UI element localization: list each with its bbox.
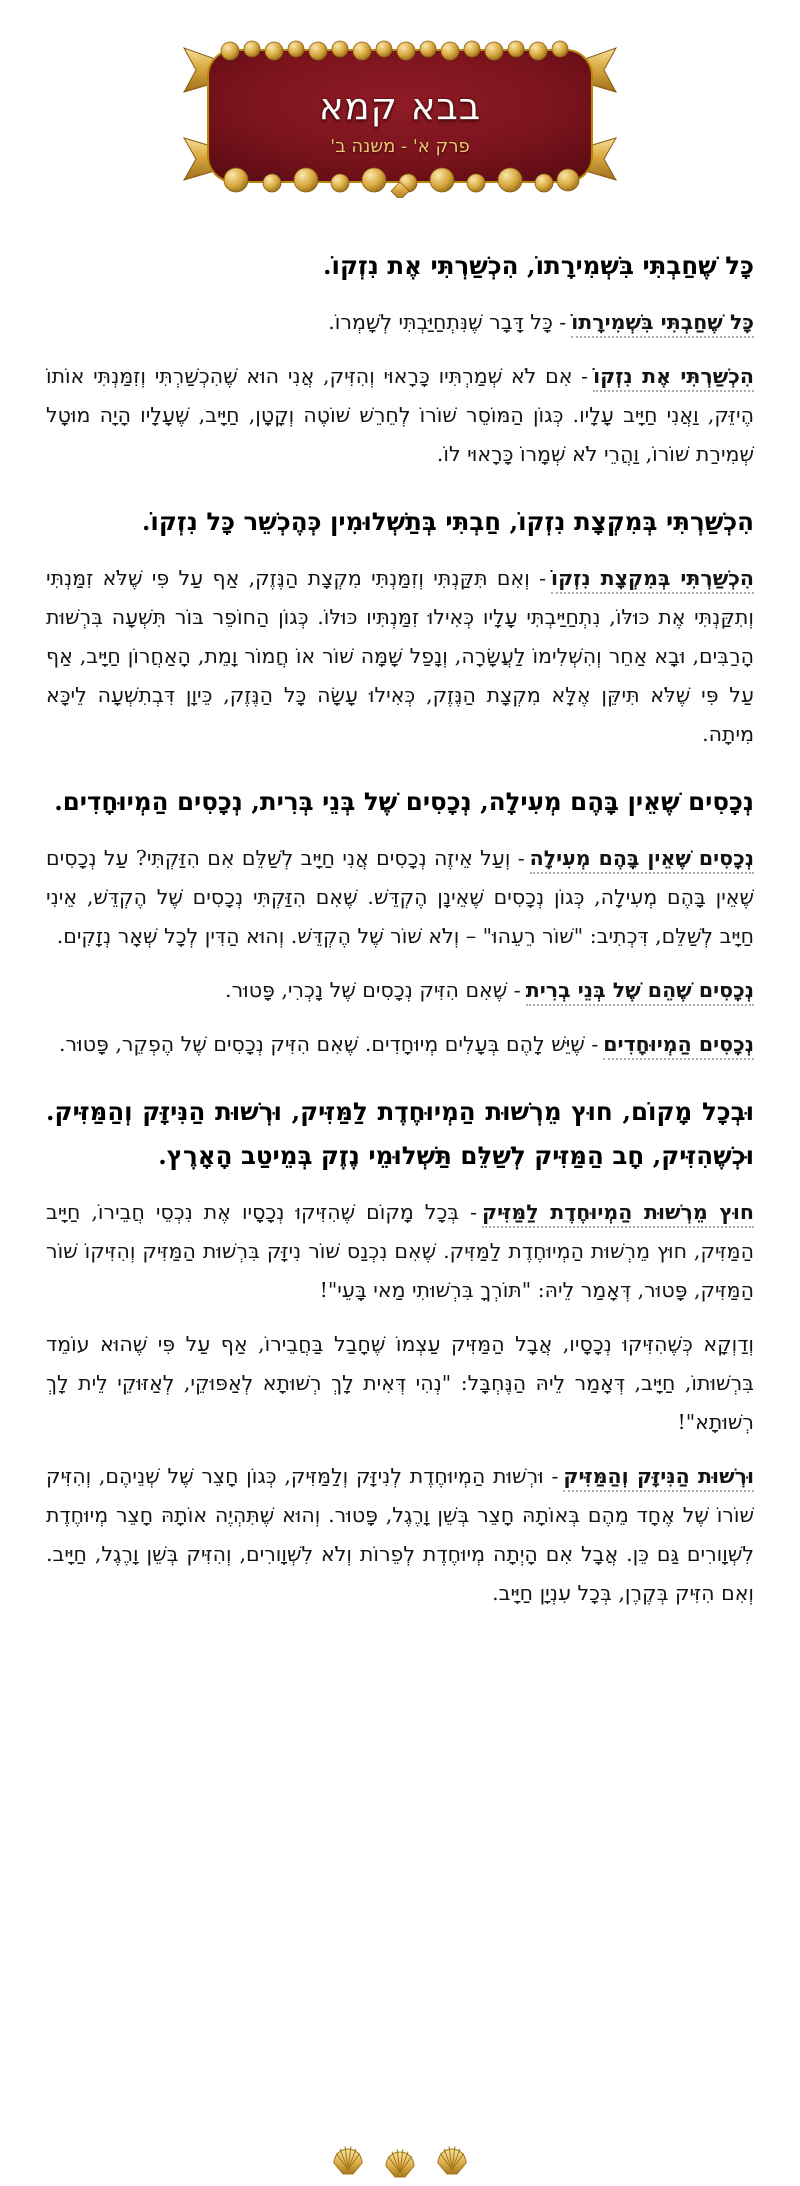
commentary-paragraph	[46, 559, 754, 754]
masechet-emblem	[180, 36, 620, 198]
commentary-paragraph	[46, 1025, 754, 1064]
commentary-body: - וּרְשׁוּת הַמְיוּחֶדֶת לְנִיזָּק וְלַמַּזִּיק, כְּגוֹן חָצֵר שֶׁל שְׁנֵיהֶם, וְהִזִּיק שׁוֹרוֹ שֶׁל אֶחָד מֵהֶם בְּאוֹתָהּ חָצֵר בְּשֵׁן וָרֶגֶל, פָּטוּר. וְהוּא שֶׁתִּהְיֶה אוֹתָהּ חָצֵר מְיוּחֶדֶת לִשְׁוָורִים גַּם כֵּן. אֲבָל אִם הָיְתָה מְיוּחֶדֶת לְפֵרוֹת וְלֹא לִשְׁוָורִים, וְהִזִּיק בְּשֵׁן וָרֶגֶל, חַיָּיב. וְאִם הִזִּיק בְּקֶרֶן, בְּכָל עִנְיָן חַיָּיב.	[46, 1464, 754, 1605]
commentary-lead-phrase: הִכְשַׁרְתִּי אֶת נִזְקוֹ	[593, 364, 754, 392]
commentary-lead-phrase: נְכָסִים שֶׁאֵין בָּהֶם מְעִילָה	[530, 846, 754, 874]
commentary-lead-phrase: הִכְשַׁרְתִּי בְּמִקְצָת נִזְקוֹ	[551, 566, 754, 594]
mishnah-text-2: הִכְשַׁרְתִּי בְּמִקְצָת נִזְקוֹ, חַבְתִּי בְּתַשְׁלוּמִין כְּהֶכְשֵׁר כָּל נִזְקוֹ.	[141, 507, 754, 536]
commentary-body: - וְעַל אֵיזֶה נְכָסִים אֲנִי חַיָּיב לְשַׁלֵּם אִם הִזַּקְתִּי? עַל נְכָסִים שֶׁאֵין בָּהֶם מְעִילָה, כְּגוֹן נְכָסִים שֶׁאֵינָן הֶקְדֵּשׁ. שֶׁאִם הִזַּקְתִּי נְכָסִים שֶׁל הֶקְדֵּשׁ, אֵינִי חַיָּיב לְשַׁלֵּם, דִּכְתִיב: "שׁוֹר רֵעֵהוּ" – וְלֹא שׁוֹר שֶׁל הֶקְדֵּשׁ. וְהוּא הַדִּין לְכָל שְׁאָר נְזָקִים.	[46, 846, 754, 948]
commentary-body: - וְאִם תִּקַּנְתִּי וְזִמַּנְתִּי מִקְצָת הַנֶּזֶק, אַף עַל פִּי שֶׁלֹּא זִמַּנְתִּי וְתִקַּנְתִּי אֶת כּוּלּוֹ, נִתְחַיַּיבְתִּי עָלָיו כְּאִילוּ זִמַּנְתִּיו כּוּלּוֹ. כְּגוֹן הַחוֹפֵר בּוֹר תִּשְׁעָה בִּרְשׁוּת הָרַבִּים, וּבָא אַחֵר וְהִשְׁלִימוֹ לַעֲשָׂרָה, וְנָפַל שָׁמָּה שׁוֹר אוֹ חֲמוֹר וָמֵת, הָאַחֲרוֹן חַיָּיב, אַף עַל פִּי שֶׁלֹּא תִּיקֵּן אֶלָּא מִקְצָת הַנֶּזֶק, כְּאִילוּ עָשָׂה כָּל הַנֶּזֶק, כֵּיוָן דִּבְתִשְׁעָה לֵיכָּא מִיתָה.	[46, 566, 754, 746]
commentary-lead-phrase: נְכָסִים שֶׁהֵם שֶׁל בְּנֵי בְרִית	[526, 978, 754, 1006]
perek-mishnah-subtitle: פרק א' - משנה ב'	[330, 136, 470, 158]
commentary-lead-phrase: כָּל שֶׁחַבְתִּי בִּשְׁמִירָתוֹ	[571, 310, 754, 338]
mishnah-content	[0, 244, 800, 1613]
masechet-title: בבא קמא	[318, 84, 482, 128]
commentary-paragraph	[46, 1457, 754, 1613]
shells-icon	[320, 2140, 480, 2180]
commentary-paragraph	[46, 357, 754, 474]
mishnah-text-4: וּבְכָל מָקוֹם, חוּץ מֵרְשׁוּת הַמְיוּחֶדֶת לַמַּזִּיק, וּרְשׁוּת הַנִּיזָּק וְהַמַּזִּיק. וּכְשֶׁהִזִּיק, חָב הַמַּזִּיק לְשַׁלֵּם תַּשְׁלוּמֵי נֶזֶק בְּמֵיטַב הָאָרֶץ.	[46, 1097, 754, 1170]
mishnah-text-1: כָּל שֶׁחַבְתִּי בִּשְׁמִירָתוֹ, הִכְשַׁרְתִּי אֶת נִזְקוֹ.	[323, 251, 754, 280]
commentary-paragraph	[46, 1325, 754, 1442]
commentary-body: - כָּל דָּבָר שֶׁנִּתְחַיַּבְתִּי לְשָׁמְרוֹ.	[328, 310, 567, 334]
commentary-body: - שֶׁאִם הִזִּיק נְכָסִים שֶׁל נָכְרִי, פָּטוּר.	[225, 978, 521, 1002]
emblem-ribbon-graphic	[180, 36, 620, 198]
commentary-paragraph	[46, 1193, 754, 1310]
footer-ornament	[0, 2140, 800, 2180]
mishnah-page	[0, 36, 800, 2186]
commentary-paragraph	[46, 971, 754, 1010]
commentary-paragraph	[46, 303, 754, 342]
commentary-body: - שֶׁיֵּשׁ לָהֶם בְּעָלִים מְיוּחָדִים. שֶׁאִם הִזִּיק נְכָסִים שֶׁל הֶפְקֵר, פָּטוּר.	[59, 1032, 599, 1056]
commentary-body: - בְּכָל מָקוֹם שֶׁהִזִּיקוּ נְכָסָיו אֶת נִכְסֵי חֲבֵירוֹ, חַיָּיב הַמַּזִּיק, חוּץ מֵרְשׁוּת הַמְיוּחֶדֶת לַמַּזִּיק. שֶׁאִם נִכְנַס שׁוֹר נִיזָּק בִּרְשׁוּת הַמַּזִּיק וְהִזִּיקוֹ שׁוֹר הַמַּזִּיק, פָּטוּר, דְּאָמַר לֵיהּ: "תּוֹרְךָ בִּרְשׁוּתִי מַאי בָּעֵי"!	[46, 1200, 754, 1302]
commentary-body: וְדַוְקָא כְּשֶׁהִזִּיקוּ נְכָסָיו, אֲבָל הַמַּזִּיק עַצְמוֹ שֶׁחָבַל בַּחֲבֵירוֹ, אַף עַל פִּי שֶׁהוּא עוֹמֵד בִּרְשׁוּתוֹ, חַיָּיב, דְּאָמַר לֵיהּ הַנֶּחְבָּל: "נְהִי דְּאִית לָךְ רְשׁוּתָא לְאַפּוּקֵי, לְאַזּוּקֵי לֵית לָךְ רְשׁוּתָא"!	[46, 1332, 754, 1434]
commentary-lead-phrase: נְכָסִים הַמְיוּחָדִים	[603, 1032, 754, 1060]
commentary-paragraph	[46, 839, 754, 956]
commentary-lead-phrase: חוּץ מֵרְשׁוּת הַמְיוּחֶדֶת לַמַּזִּיק	[482, 1200, 754, 1228]
commentary-lead-phrase: וּרְשׁוּת הַנִּיזָּק וְהַמַּזִּיק	[563, 1464, 754, 1492]
commentary-body: - אִם לֹא שְׁמַרְתִּיו כָּרָאוּי וְהִזִּיק, אֲנִי הוּא שֶׁהִכְשַׁרְתִּי וְזִמַּנְתִּי אוֹתוֹ הֶיזֵּק, וַאֲנִי חַיָּיב עָלָיו. כְּגוֹן הַמּוֹסֵר שׁוֹרוֹ לְחֵרֵשׁ שׁוֹטֶה וְקָטָן, חַיָּיב, שֶׁעָלָיו הָיָה מוּטָל שְׁמִירַת שׁוֹרוֹ, וַהֲרֵי לֹא שְׁמָרוֹ כָּרָאוּי לוֹ.	[46, 364, 754, 466]
mishnah-text-3: נְכָסִים שֶׁאֵין בָּהֶם מְעִילָה, נְכָסִים שֶׁל בְּנֵי בְּרִית, נְכָסִים הַמְיוּחָדִים.	[54, 787, 754, 816]
